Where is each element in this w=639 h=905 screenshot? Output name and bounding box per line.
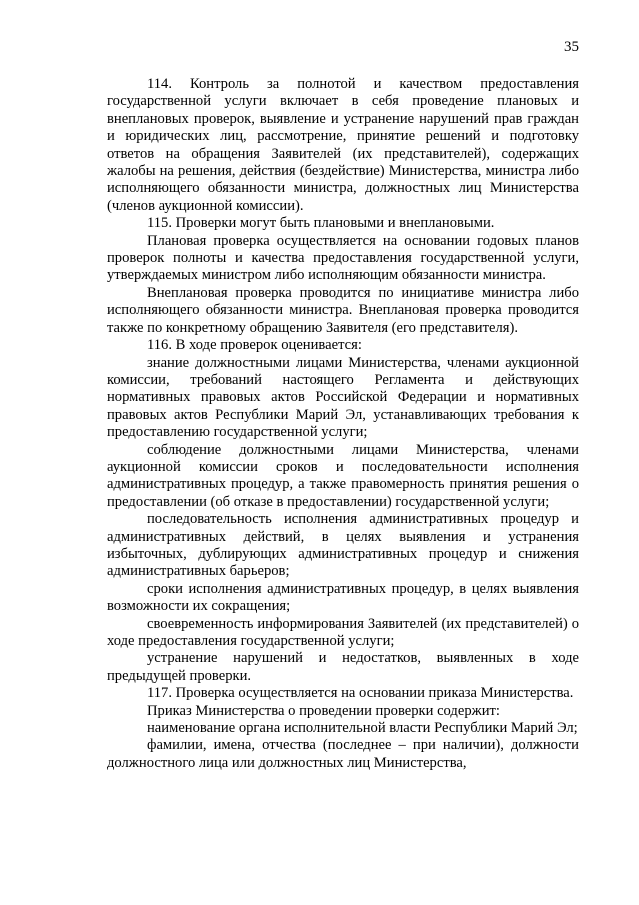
paragraph-117: 117. Проверка осуществляется на основании приказа Министерства. bbox=[147, 685, 574, 702]
paragraph-unplanned-check: Внеплановая проверка проводится по инициативе министра либо исполняющего обязанности министра. Внеплановая проверка проводится также по конкретному обращению Заявителя (его представителя). bbox=[107, 284, 579, 336]
list-item-officials: фамилии, имена, отчества (последнее – при наличии), должности должностного лица или должностных лиц Министерства, bbox=[107, 737, 579, 771]
paragraph-order-contents: Приказ Министерства о проведении проверки содержит: bbox=[147, 702, 500, 719]
paragraph-planned-check: Плановая проверка осуществляется на основании годовых планов проверок полноты и качества предоставления государственной услуги, утверждаемых министром либо исполняющим обязанности министра. bbox=[107, 232, 579, 284]
page-number: 35 bbox=[564, 39, 579, 55]
paragraph-116: 116. В ходе проверок оценивается: bbox=[147, 337, 362, 354]
list-item-authority-name: наименование органа исполнительной власти Республики Марий Эл; bbox=[147, 720, 578, 737]
list-item-deadlines: сроки исполнения административных процедур, в целях выявления возможности их сокращения; bbox=[107, 580, 579, 615]
list-item-sequence: последовательность исполнения административных процедур и административных действий, в целях выявления и устранения избыточных, дублирующих административных процедур и снижения административных барьеров; bbox=[107, 511, 579, 580]
document-body bbox=[107, 76, 579, 772]
list-item-knowledge: знание должностными лицами Министерства, членами аукционной комиссии, требований настоящего Регламента и действующих нормативных правовых актов Российской Федерации и нормативных правовых актов Республики Марий Эл, устанавливающих требования к предоставлению государственной услуги; bbox=[107, 354, 579, 441]
paragraph-114: 114. Контроль за полнотой и качеством предоставления государственной услуги включает в себя проведение плановых и внеплановых проверок, выявление и устранение нарушений прав граждан и юридических лиц, рассмотрение, принятие решений и подготовку ответов на обращения Заявителей (их представителей), содержащих жалобы на решения, действия (бездействие) Министерства, министра либо исполняющего обязанности министра, должностных лиц Министерства (членов аукционной комиссии). bbox=[107, 76, 579, 214]
list-item-compliance: соблюдение должностными лицами Министерства, членами аукционной комиссии сроков и последовательности исполнения административных процедур, а также правомерность принятия решения о предоставлении (об отказе в предоставлении) государственной услуги; bbox=[107, 441, 579, 510]
list-item-informing: своевременность информирования Заявителей (их представителей) о ходе предоставления государственной услуги; bbox=[107, 615, 579, 649]
list-item-remedy: устранение нарушений и недостатков, выявленных в ходе предыдущей проверки. bbox=[107, 650, 579, 684]
paragraph-115: 115. Проверки могут быть плановыми и внеплановыми. bbox=[147, 215, 495, 232]
